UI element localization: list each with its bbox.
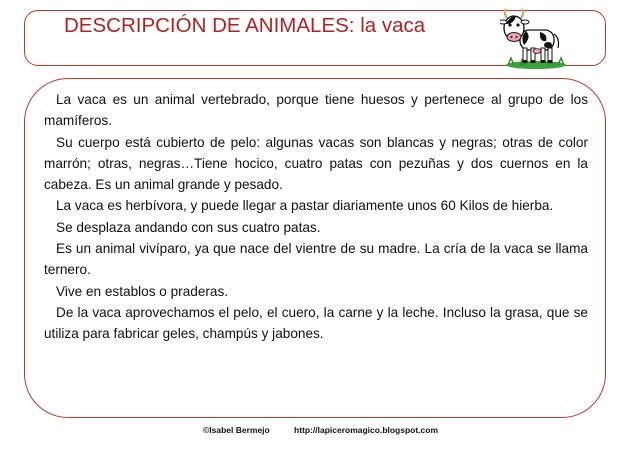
- paragraph-1: La vaca es un animal vertebrado, porque tiene huesos y pertenece al grupo de los mamíferos.: [44, 92, 588, 129]
- paragraph-6: Vive en establos o praderas.: [56, 283, 229, 299]
- footer-url[interactable]: http://lapiceromagico.blogspot.com: [294, 425, 439, 435]
- paragraph-7: De la vaca aprovechamos el pelo, el cuero, la carne y la leche. Incluso la grasa, que se utiliza para fabricar geles, champús y jabones.: [44, 304, 588, 342]
- footer-author: ©Isabel Bermejo: [203, 425, 270, 435]
- page-title: [64, 14, 425, 38]
- paragraph-3: La vaca es herbívora, y puede llegar a pastar diariamente unos 60 Kilos de hierba.: [56, 198, 554, 214]
- description-text: [44, 89, 588, 345]
- title-main: DESCRIPCIÓN DE ANIMALES: [64, 14, 349, 37]
- cow-icon: [500, 4, 572, 72]
- paragraph-2: Su cuerpo está cubierto de pelo: algunas vacas son blancas y negras; otras de color marrón; otras, negras…Tiene hocico, cuatro patas con pezuñas y dos cuernos en la cabeza. Es un animal grande y pesado.: [44, 134, 588, 193]
- paragraph-5: Es un animal vivíparo, ya que nace del vientre de su madre. La cría de la vaca se llama ternero.: [44, 241, 588, 278]
- title-subject: la vaca: [354, 14, 426, 37]
- paragraph-4: Se desplaza andando con sus cuatro patas.: [56, 219, 321, 235]
- title-separator: :: [348, 14, 355, 37]
